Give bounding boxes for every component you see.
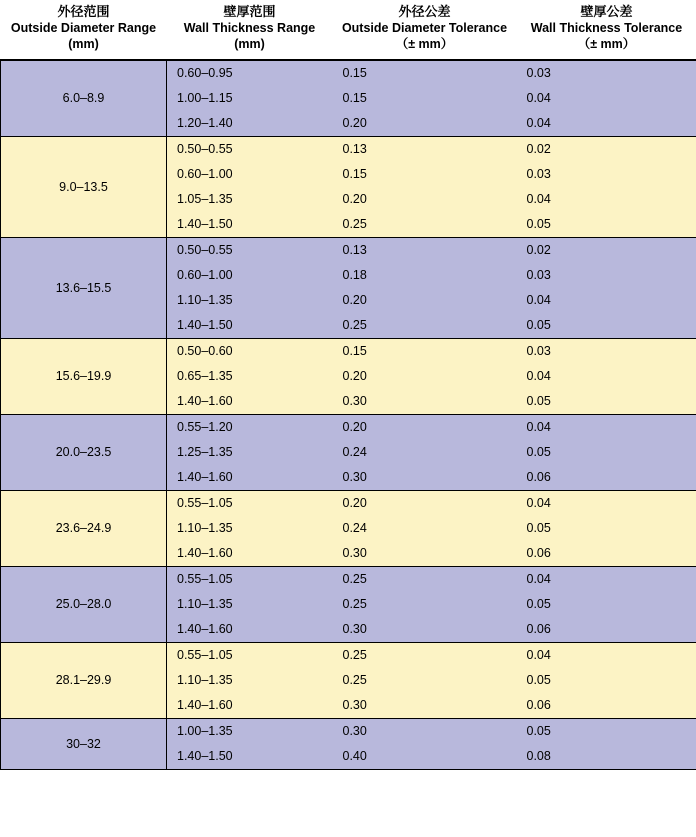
outside-diameter-tolerance-cell: 0.20 [333, 364, 517, 389]
wall-thickness-range-cell: 1.05–1.35 [167, 187, 333, 212]
wall-thickness-range-cell: 1.10–1.35 [167, 288, 333, 313]
wall-thickness-range-cell: 1.40–1.60 [167, 465, 333, 491]
table-body [1, 60, 696, 770]
wall-thickness-tolerance-cell: 0.04 [517, 414, 696, 440]
outside-diameter-tolerance-cell: 0.13 [333, 237, 517, 263]
table-row [1, 136, 696, 162]
wall-thickness-tolerance-cell: 0.04 [517, 111, 696, 137]
wall-thickness-tolerance-cell: 0.05 [517, 313, 696, 339]
outside-diameter-tolerance-cell: 0.30 [333, 541, 517, 567]
wall-thickness-range-cell: 0.55–1.05 [167, 566, 333, 592]
wall-thickness-tolerance-cell: 0.02 [517, 237, 696, 263]
header-en-label: Wall Thickness Range [183, 21, 316, 36]
outside-diameter-tolerance-cell: 0.15 [333, 162, 517, 187]
wall-thickness-tolerance-cell: 0.04 [517, 490, 696, 516]
outside-diameter-tolerance-cell: 0.20 [333, 111, 517, 137]
outside-diameter-range-cell: 23.6–24.9 [1, 490, 167, 566]
outside-diameter-range-cell: 6.0–8.9 [1, 60, 167, 137]
outside-diameter-tolerance-cell: 0.40 [333, 744, 517, 770]
wall-thickness-tolerance-cell: 0.04 [517, 288, 696, 313]
table-row [1, 237, 696, 263]
outside-diameter-tolerance-cell: 0.13 [333, 136, 517, 162]
wall-thickness-tolerance-cell: 0.08 [517, 744, 696, 770]
wall-thickness-tolerance-cell: 0.05 [517, 592, 696, 617]
wall-thickness-range-cell: 1.40–1.50 [167, 212, 333, 238]
outside-diameter-tolerance-cell: 0.30 [333, 617, 517, 643]
wall-thickness-tolerance-cell: 0.05 [517, 440, 696, 465]
outside-diameter-range-cell: 15.6–19.9 [1, 338, 167, 414]
table-row [1, 718, 696, 744]
wall-thickness-tolerance-cell: 0.04 [517, 364, 696, 389]
column-header-wall-thickness-range [167, 0, 333, 60]
wall-thickness-tolerance-cell: 0.06 [517, 465, 696, 491]
header-row [1, 0, 696, 60]
table-row [1, 338, 696, 364]
outside-diameter-tolerance-cell: 0.15 [333, 60, 517, 86]
column-header-outside-diameter-tolerance [333, 0, 517, 60]
wall-thickness-tolerance-cell: 0.05 [517, 212, 696, 238]
wall-thickness-tolerance-cell: 0.03 [517, 338, 696, 364]
outside-diameter-tolerance-cell: 0.24 [333, 516, 517, 541]
header-unit-label: (mm) [234, 36, 265, 51]
wall-thickness-range-cell: 1.00–1.35 [167, 718, 333, 744]
wall-thickness-tolerance-cell: 0.03 [517, 162, 696, 187]
outside-diameter-tolerance-cell: 0.15 [333, 338, 517, 364]
wall-thickness-range-cell: 1.10–1.35 [167, 592, 333, 617]
wall-thickness-range-cell: 1.25–1.35 [167, 440, 333, 465]
header-cn-label: 壁厚公差 [580, 4, 633, 19]
header-cn-label: 壁厚范围 [223, 4, 276, 19]
wall-thickness-tolerance-cell: 0.06 [517, 541, 696, 567]
wall-thickness-tolerance-cell: 0.05 [517, 718, 696, 744]
wall-thickness-range-cell: 1.10–1.35 [167, 516, 333, 541]
wall-thickness-tolerance-cell: 0.04 [517, 187, 696, 212]
header-en-label: Outside Diameter Tolerance [341, 21, 508, 36]
header-unit-label: （± mm） [395, 36, 454, 51]
wall-thickness-range-cell: 1.20–1.40 [167, 111, 333, 137]
wall-thickness-tolerance-cell: 0.04 [517, 86, 696, 111]
outside-diameter-tolerance-cell: 0.25 [333, 642, 517, 668]
table-header [1, 0, 696, 60]
wall-thickness-range-cell: 0.55–1.20 [167, 414, 333, 440]
wall-thickness-tolerance-cell: 0.05 [517, 516, 696, 541]
outside-diameter-range-cell: 28.1–29.9 [1, 642, 167, 718]
wall-thickness-range-cell: 0.60–0.95 [167, 60, 333, 86]
outside-diameter-tolerance-cell: 0.25 [333, 212, 517, 238]
header-en-label: Outside Diameter Range [10, 21, 157, 36]
wall-thickness-range-cell: 0.50–0.55 [167, 237, 333, 263]
table-row [1, 642, 696, 668]
wall-thickness-tolerance-cell: 0.06 [517, 693, 696, 719]
table-row [1, 490, 696, 516]
wall-thickness-range-cell: 0.55–1.05 [167, 642, 333, 668]
wall-thickness-range-cell: 0.50–0.55 [167, 136, 333, 162]
outside-diameter-tolerance-cell: 0.15 [333, 86, 517, 111]
wall-thickness-range-cell: 1.00–1.15 [167, 86, 333, 111]
header-unit-label: （± mm） [577, 36, 636, 51]
wall-thickness-tolerance-cell: 0.03 [517, 263, 696, 288]
outside-diameter-tolerance-cell: 0.25 [333, 313, 517, 339]
outside-diameter-tolerance-cell: 0.20 [333, 288, 517, 313]
table-row [1, 566, 696, 592]
wall-thickness-tolerance-cell: 0.03 [517, 60, 696, 86]
wall-thickness-range-cell: 1.40–1.60 [167, 389, 333, 415]
header-cn-label: 外径范围 [57, 4, 110, 19]
outside-diameter-tolerance-cell: 0.24 [333, 440, 517, 465]
wall-thickness-tolerance-cell: 0.05 [517, 389, 696, 415]
table-row [1, 60, 696, 86]
wall-thickness-tolerance-cell: 0.04 [517, 566, 696, 592]
outside-diameter-tolerance-cell: 0.25 [333, 592, 517, 617]
wall-thickness-range-cell: 1.10–1.35 [167, 668, 333, 693]
outside-diameter-tolerance-cell: 0.30 [333, 693, 517, 719]
outside-diameter-range-cell: 13.6–15.5 [1, 237, 167, 338]
column-header-outside-diameter-range [1, 0, 167, 60]
outside-diameter-range-cell: 20.0–23.5 [1, 414, 167, 490]
wall-thickness-range-cell: 0.60–1.00 [167, 263, 333, 288]
wall-thickness-tolerance-cell: 0.02 [517, 136, 696, 162]
wall-thickness-range-cell: 1.40–1.50 [167, 313, 333, 339]
wall-thickness-range-cell: 1.40–1.60 [167, 541, 333, 567]
wall-thickness-range-cell: 0.60–1.00 [167, 162, 333, 187]
header-unit-label: (mm) [68, 36, 99, 51]
outside-diameter-tolerance-cell: 0.20 [333, 490, 517, 516]
wall-thickness-range-cell: 1.40–1.60 [167, 693, 333, 719]
outside-diameter-tolerance-cell: 0.20 [333, 187, 517, 212]
header-en-label: Wall Thickness Tolerance [530, 21, 683, 36]
outside-diameter-tolerance-cell: 0.25 [333, 566, 517, 592]
outside-diameter-tolerance-cell: 0.25 [333, 668, 517, 693]
wall-thickness-tolerance-cell: 0.05 [517, 668, 696, 693]
column-header-wall-thickness-tolerance [517, 0, 696, 60]
outside-diameter-tolerance-cell: 0.18 [333, 263, 517, 288]
outside-diameter-tolerance-cell: 0.30 [333, 389, 517, 415]
header-cn-label: 外径公差 [398, 4, 451, 19]
wall-thickness-tolerance-cell: 0.04 [517, 642, 696, 668]
wall-thickness-range-cell: 0.65–1.35 [167, 364, 333, 389]
outside-diameter-range-cell: 30–32 [1, 718, 167, 769]
wall-thickness-range-cell: 1.40–1.60 [167, 617, 333, 643]
outside-diameter-range-cell: 9.0–13.5 [1, 136, 167, 237]
outside-diameter-range-cell: 25.0–28.0 [1, 566, 167, 642]
wall-thickness-range-cell: 0.55–1.05 [167, 490, 333, 516]
table-row [1, 414, 696, 440]
wall-thickness-range-cell: 1.40–1.50 [167, 744, 333, 770]
outside-diameter-tolerance-cell: 0.30 [333, 718, 517, 744]
outside-diameter-tolerance-cell: 0.30 [333, 465, 517, 491]
outside-diameter-tolerance-cell: 0.20 [333, 414, 517, 440]
wall-thickness-range-cell: 0.50–0.60 [167, 338, 333, 364]
wall-thickness-tolerance-cell: 0.06 [517, 617, 696, 643]
